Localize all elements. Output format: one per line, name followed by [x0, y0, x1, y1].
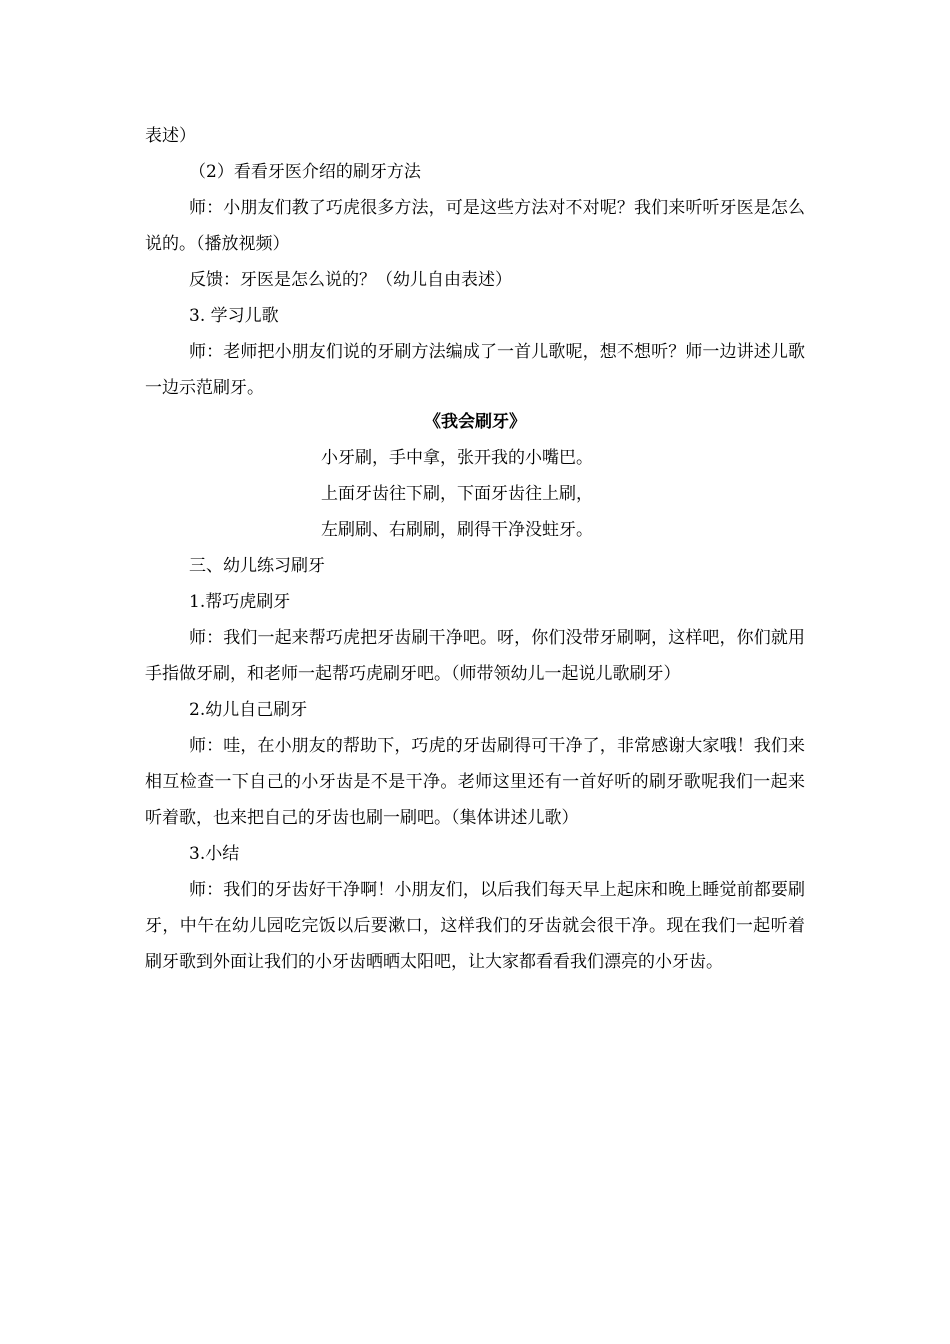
- paragraph: 师：小朋友们教了巧虎很多方法，可是这些方法对不对呢？我们来听听牙医是怎么说的。（播放视频）: [145, 198, 805, 254]
- paragraph: 师：哇，在小朋友的帮助下，巧虎的牙齿刷得可干净了，非常感谢大家哦！我们来相互检查一下自己的小牙齿是不是干净。老师这里还有一首好听的刷牙歌呢我们一起来听着歌，也来把自己的牙齿也刷一刷吧。（集体讲述儿歌）: [145, 736, 805, 828]
- song-title: 《我会刷牙》: [424, 412, 526, 432]
- subsection-heading: （2）看看牙医介绍的刷牙方法: [189, 162, 421, 182]
- text-line: 反馈：牙医是怎么说的？（幼儿自由表述）: [189, 270, 512, 290]
- text-line: 表述）: [145, 126, 196, 146]
- section-heading: 3. 学习儿歌: [189, 306, 279, 326]
- subsection-heading: 1.帮巧虎刷牙: [189, 592, 291, 612]
- song-line: 左刷刷、右刷刷，刷得干净没蛀牙。: [321, 520, 593, 540]
- section-heading: 三、幼儿练习刷牙: [189, 556, 325, 576]
- paragraph: 师：老师把小朋友们说的牙刷方法编成了一首儿歌呢，想不想听？师一边讲述儿歌一边示范刷牙。: [145, 342, 805, 398]
- song-line: 小牙刷，手中拿，张开我的小嘴巴。: [321, 448, 593, 468]
- paragraph: 师：我们一起来帮巧虎把牙齿刷干净吧。呀，你们没带牙刷啊，这样吧，你们就用手指做牙刷，和老师一起帮巧虎刷牙吧。（师带领幼儿一起说儿歌刷牙）: [145, 628, 805, 684]
- subsection-heading: 3.小结: [189, 844, 240, 864]
- subsection-heading: 2.幼儿自己刷牙: [189, 700, 308, 720]
- song-line: 上面牙齿往下刷，下面牙齿往上刷，: [321, 484, 593, 504]
- paragraph: 师：我们的牙齿好干净啊！小朋友们，以后我们每天早上起床和晚上睡觉前都要刷牙，中午在幼儿园吃完饭以后要漱口，这样我们的牙齿就会很干净。现在我们一起听着刷牙歌到外面让我们的小牙齿晒晒太阳吧，让大家都看看我们漂亮的小牙齿。: [145, 880, 805, 972]
